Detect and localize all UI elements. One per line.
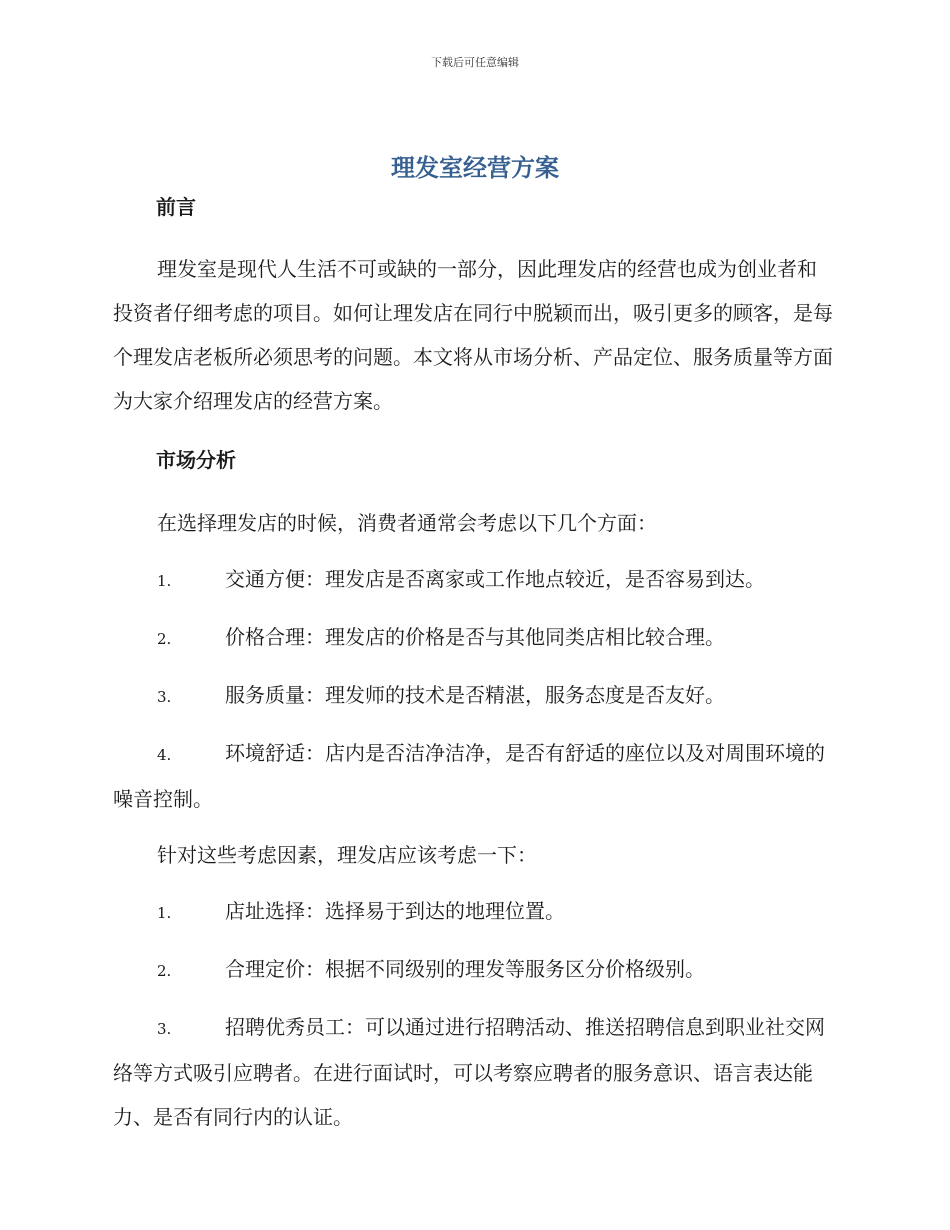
list-number: 2. <box>157 630 172 648</box>
page-header: 下载后可任意编辑 <box>431 56 519 69</box>
list-number: 3. <box>157 1020 172 1038</box>
list-number: 1. <box>157 572 172 590</box>
list-number: 2. <box>157 962 172 980</box>
list-item <box>113 1005 835 1139</box>
section-heading-market: 市场分析 <box>156 448 236 472</box>
preface-paragraph: 理发室是现代人生活不可或缺的一部分，因此理发店的经营也成为创业者和投资者仔细考虑的项目。如何让理发店在同行中脱颖而出，吸引更多的顾客，是每个理发店老板所必须思考的问题。本文将从市场分析、产品定位、服务质量等方面为大家介绍理发店的经营方案。 <box>113 257 833 413</box>
list-item <box>113 731 835 821</box>
list-number: 3. <box>157 688 172 706</box>
response-intro: 针对这些考虑因素，理发店应该考虑一下： <box>157 843 537 867</box>
list-item <box>113 557 835 603</box>
document-title: 理发室经营方案 <box>391 154 559 182</box>
list-item <box>113 947 835 993</box>
document-body <box>113 192 835 1139</box>
list-text: 服务质量：理发师的技术是否精湛，服务态度是否友好。 <box>225 683 725 707</box>
section-heading-preface: 前言 <box>156 195 196 219</box>
list-text: 交通方便：理发店是否离家或工作地点较近，是否容易到达。 <box>225 567 765 591</box>
list-text: 环境舒适：店内是否洁净洁净，是否有舒适的座位以及对周围环境的噪音控制。 <box>113 741 825 811</box>
list-item <box>113 615 835 661</box>
list-text: 招聘优秀员工：可以通过进行招聘活动、推送招聘信息到职业社交网络等方式吸引应聘者。在进行面试时，可以考察应聘者的服务意识、语言表达能力、是否有同行内的认证。 <box>113 1015 825 1129</box>
list-text: 价格合理：理发店的价格是否与其他同类店相比较合理。 <box>225 625 725 649</box>
list-text: 店址选择：选择易于到达的地理位置。 <box>225 899 565 923</box>
list-item <box>113 889 835 935</box>
list-number: 4. <box>157 746 172 764</box>
list-number: 1. <box>157 904 172 922</box>
market-intro: 在选择理发店的时候，消费者通常会考虑以下几个方面： <box>157 511 657 535</box>
list-text: 合理定价：根据不同级别的理发等服务区分价格级别。 <box>225 957 705 981</box>
list-item <box>113 673 835 719</box>
